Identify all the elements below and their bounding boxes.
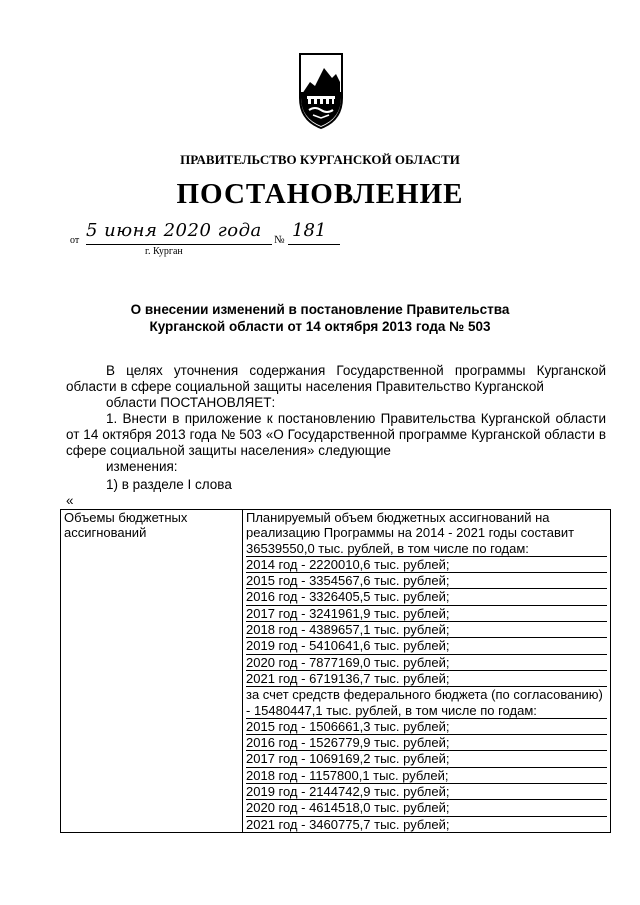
city-label: г. Курган xyxy=(145,246,183,257)
subject-line-1: О внесении изменений в постановление Правительства xyxy=(130,302,510,317)
date-field xyxy=(86,220,272,245)
clause-1-ending: изменения: xyxy=(106,459,178,474)
number-field xyxy=(288,220,340,245)
total-year-line: 2015 год - 3354567,6 тыс. рублей; xyxy=(246,573,607,589)
federal-year-line: 2020 год - 4614518,0 тыс. рублей; xyxy=(246,800,607,816)
document-type-title: ПОСТАНОВЛЕНИЕ xyxy=(176,178,464,210)
federal-year-line: 2021 год - 3460775,7 тыс. рублей; xyxy=(246,816,450,832)
number-prefix: № xyxy=(274,234,285,246)
total-year-line: 2020 год - 7877169,0 тыс. рублей; xyxy=(246,655,607,671)
preamble-text: В целях уточнения содержания Государственной программы Курганской области в сфере социальной защиты населения Правительство Курганской xyxy=(66,363,606,394)
date-number-line xyxy=(0,220,640,260)
table-cell-content xyxy=(243,510,611,833)
table-cell-label xyxy=(61,510,243,833)
kurgan-region-coat-of-arms-icon xyxy=(297,52,345,130)
federal-year-line: 2015 год - 1506661,3 тыс. рублей; xyxy=(246,719,607,735)
federal-year-line: 2018 год - 1157800,1 тыс. рублей; xyxy=(246,768,607,784)
budget-label: Объемы бюджетных ассигнований xyxy=(64,510,188,541)
total-year-line: 2019 год - 5410641,6 тыс. рублей; xyxy=(246,638,607,654)
subject-line-2: Курганской области от 14 октября 2013 года № 503 xyxy=(149,319,491,334)
table-row xyxy=(61,510,611,833)
total-year-line: 2021 год - 6719136,7 тыс. рублей; xyxy=(246,671,607,687)
preamble-ending: области ПОСТАНОВЛЯЕТ: xyxy=(106,395,276,410)
total-year-line: 2017 год - 3241961,9 тыс. рублей; xyxy=(246,606,607,622)
federal-year-line: 2017 год - 1069169,2 тыс. рублей; xyxy=(246,751,607,767)
handwritten-number: 181 xyxy=(292,220,327,241)
federal-budget-intro: за счет средств федерального бюджета (по согласованию) - 15480447,1 тыс. рублей, в том числе по годам: xyxy=(246,687,607,719)
total-year-line: 2016 год - 3326405,5 тыс. рублей; xyxy=(246,589,607,605)
opening-quote: « xyxy=(66,493,74,508)
government-title: ПРАВИТЕЛЬСТВО КУРГАНСКОЙ ОБЛАСТИ xyxy=(180,152,460,167)
clause-1-paragraph xyxy=(66,411,606,475)
clause-1-text: 1. Внести в приложение к постановлению Правительства Курганской области от 14 октября 2013 года № 503 «О Государственной программе Курганской области в сфере социальной защиты населения» следующие xyxy=(66,411,606,458)
total-year-line: 2014 год - 2220010,6 тыс. рублей; xyxy=(246,557,607,573)
date-prefix: от xyxy=(70,235,80,246)
handwritten-date: 5 июня 2020 года xyxy=(86,220,262,241)
federal-year-line: 2016 год - 1526779,9 тыс. рублей; xyxy=(246,735,607,751)
federal-year-line: 2019 год - 2144742,9 тыс. рублей; xyxy=(246,784,607,800)
total-year-line: 2018 год - 4389657,1 тыс. рублей; xyxy=(246,622,607,638)
sub-item-1: 1) в разделе I слова xyxy=(106,477,232,492)
budget-intro: Планируемый объем бюджетных ассигнований на реализацию Программы на 2014 - 2021 годы составит 36539550,0 тыс. рублей, в том числе по годам: xyxy=(246,510,607,557)
preamble-paragraph xyxy=(66,363,606,411)
document-body xyxy=(66,363,606,475)
budget-allocation-table xyxy=(60,509,611,833)
document-subject xyxy=(0,301,640,335)
